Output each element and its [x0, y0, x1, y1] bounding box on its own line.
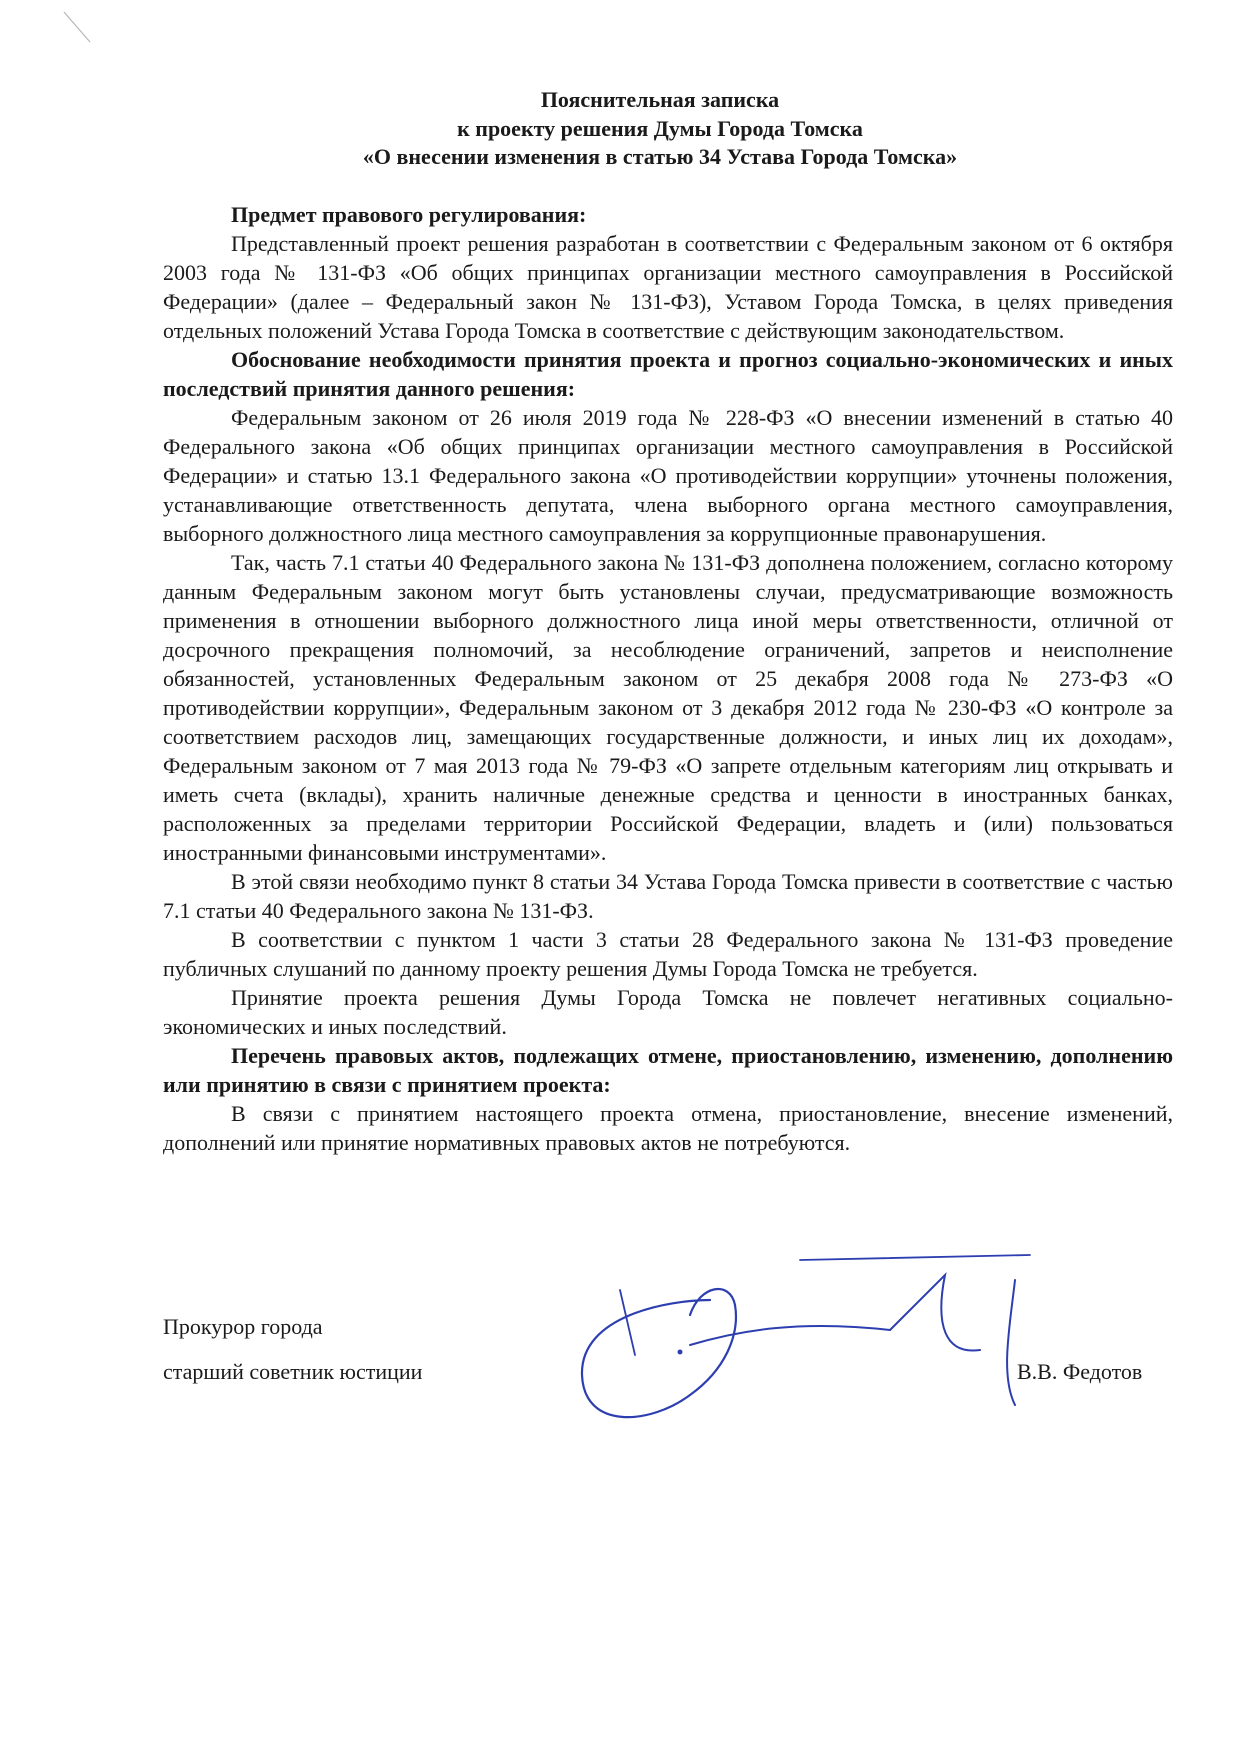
scan-corner-mark [60, 8, 100, 48]
body-paragraph: Так, часть 7.1 статьи 40 Федерального закона № 131-ФЗ дополнена положением, согласно которому данным Федеральным законом могут быть установлены случаи, предусматривающие возможность применения в отношении выборного должностного лица иной меры ответственности, отличной от досрочного прекращения полномочий, за несоблюдение ограничений, запретов и неисполнение обязанностей, установленных Федеральным законом от 25 декабря 2008 года № 273-ФЗ «О противодействии коррупции», Федеральным законом от 3 декабря 2012 года № 230-ФЗ «О контроле за соответствием расходов лиц, замещающих государственные должности, и иных лиц их доходам», Федеральным законом от 7 мая 2013 года № 79-ФЗ «О запрете отдельным категориям лиц открывать и иметь счета (вклады), хранить наличные денежные средства и ценности в иностранных банках, расположенных за пределами территории Российской Федерации, владеть и (или) пользоваться иностранными финансовыми инструментами». [163, 550, 1173, 865]
body-paragraph: Федеральным законом от 26 июля 2019 года № 228-ФЗ «О внесении изменений в статью 40 Федерального закона «Об общих принципах организации местного самоуправления в Российской Федерации» и статью 13.1 Федерального закона «О противодействии коррупции» уточнены положения, устанавливающие ответственность депутата, члена выборного органа местного самоуправления, выборного должностного лица местного самоуправления за коррупционные правонарушения. [163, 405, 1173, 546]
body-paragraph: В связи с принятием настоящего проекта отмена, приостановление, внесение изменений, дополнений или принятие нормативных правовых актов не потребуются. [163, 1101, 1173, 1155]
title-line-2: к проекту решения Думы Города Томска [457, 115, 863, 141]
signer-name: В.В. Федотов [1017, 1359, 1143, 1384]
title-line-3: «О внесении изменения в статью 34 Устава Города Томска» [362, 144, 958, 169]
signer-rank: старший советник юстиции [163, 1359, 423, 1384]
body-paragraph: Представленный проект решения разработан в соответствии с Федеральным законом от 6 октября 2003 года № 131-ФЗ «Об общих принципах организации местного самоуправления в Российской Федерации» (далее – Федеральный закон № 131-ФЗ), Уставом Города Томска, в целях приведения отдельных положений Устава Города Томска в соответствие с действующим законодательством. [163, 231, 1173, 343]
body-paragraph: В этой связи необходимо пункт 8 статьи 34 Устава Города Томска привести в соответствие с частью 7.1 статьи 40 Федерального закона № 131-ФЗ. [163, 869, 1173, 923]
title-line-1: Пояснительная записка [540, 87, 780, 112]
section-heading: Предмет правового регулирования: [231, 202, 587, 227]
body-paragraph: В соответствии с пунктом 1 части 3 статьи 28 Федерального закона № 131-ФЗ проведение публичных слушаний по данному проекту решения Думы Города Томска не требуется. [163, 927, 1173, 981]
handwritten-signature [560, 1245, 1160, 1445]
signer-position: Прокурор города [163, 1314, 323, 1339]
body-paragraph: Принятие проекта решения Думы Города Томска не повлечет негативных социально-экономических и иных последствий. [163, 985, 1173, 1039]
section-heading: Перечень правовых актов, подлежащих отмене, приостановлению, изменению, дополнению или принятию в связи с принятием проекта: [163, 1043, 1173, 1097]
document-title [160, 86, 1160, 172]
section-heading: Обоснование необходимости принятия проекта и прогноз социально-экономических и иных последствий принятия данного решения: [163, 347, 1173, 401]
document-body [163, 200, 1173, 1157]
